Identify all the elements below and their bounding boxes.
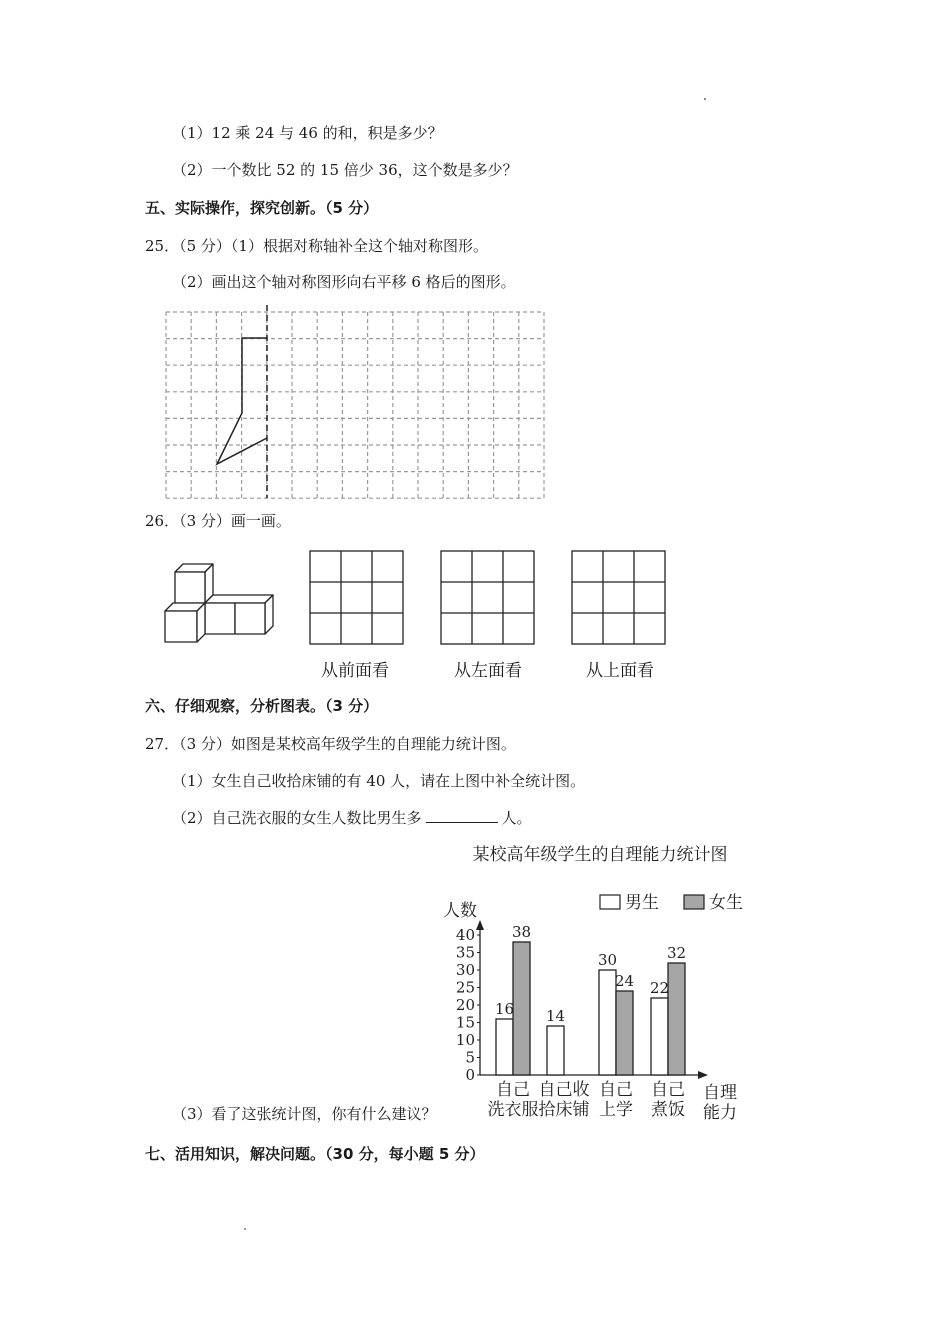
data-label: 24 (614, 972, 635, 990)
label-top-view: 从上面看 (586, 661, 654, 681)
grid-top-view[interactable] (571, 550, 667, 646)
bar-女生-3 (668, 963, 685, 1075)
y-tick-label: 25 (455, 978, 475, 997)
category-label-line1: 自己 (651, 1080, 685, 1100)
bar-男生-1 (547, 1026, 564, 1075)
category-label-line2: 上学 (599, 1100, 633, 1120)
y-tick-label: 20 (455, 996, 475, 1014)
q27-sub2-pre: （2）自己洗衣服的女生人数比男生多 (172, 809, 422, 827)
page-dot-bottom (244, 1228, 246, 1230)
legend-swatch-1 (684, 895, 704, 909)
section7-title: 七、活用知识，解决问题。（30 分，每小题 5 分） (145, 1145, 485, 1163)
label-front-view: 从前面看 (321, 661, 389, 681)
bar-男生-3 (651, 998, 668, 1075)
category-label-line2: 煮饭 (651, 1100, 685, 1120)
q24-sub1: （1）12 乘 24 与 46 的和，积是多少？ (172, 124, 443, 142)
q27-sub3: （3）看了这张统计图，你有什么建议？ (172, 1105, 437, 1123)
y-axis-arrow (476, 920, 484, 930)
y-tick-label: 5 (465, 1048, 475, 1067)
y-tick-label: 30 (455, 961, 475, 979)
q24-sub2: （2）一个数比 52 的 15 倍少 36，这个数是多少？ (172, 161, 518, 179)
x-axis-label-line1: 自理 (703, 1083, 737, 1103)
data-label: 14 (545, 1007, 566, 1025)
bar-chart (430, 838, 770, 1128)
q25-line2: （2）画出这个轴对称图形向右平移 6 格后的图形。 (172, 273, 516, 291)
category-label-line1: 自己收 (538, 1080, 590, 1100)
q27-sub1: （1）女生自己收拾床铺的有 40 人，请在上图中补全统计图。 (172, 772, 586, 790)
label-left-view: 从左面看 (454, 661, 522, 681)
y-tick-label: 40 (455, 926, 475, 944)
data-label: 30 (597, 951, 618, 969)
bar-男生-0 (496, 1019, 513, 1075)
category-label-line1: 自己 (496, 1080, 530, 1100)
page-dot (704, 98, 706, 100)
x-axis-arrow (698, 1071, 708, 1079)
category-label-line2: 洗衣服 (487, 1100, 539, 1120)
cube-figure (160, 560, 285, 645)
symmetry-grid (160, 305, 555, 500)
y-tick-label: 15 (455, 1013, 475, 1032)
data-label: 22 (649, 979, 670, 997)
data-label: 38 (511, 923, 532, 941)
y-axis-label: 人数 (443, 901, 477, 921)
q27-line1: 27．（3 分）如图是某校高年级学生的自理能力统计图。 (145, 735, 516, 753)
category-label-line2: 拾床铺 (538, 1100, 590, 1120)
bar-女生-2 (616, 991, 633, 1075)
section6-title: 六、仔细观察，分析图表。（3 分） (145, 697, 379, 715)
grid-front-view[interactable] (309, 550, 405, 646)
q25-line1: 25．（5 分）（1）根据对称轴补全这个轴对称图形。 (145, 237, 488, 255)
bar-女生-0 (513, 942, 530, 1075)
answer-blank[interactable] (426, 808, 498, 823)
legend-label-1: 女生 (709, 893, 743, 913)
y-tick-label: 35 (455, 943, 475, 962)
category-label-line1: 自己 (599, 1080, 633, 1100)
grid-left-view[interactable] (440, 550, 536, 646)
data-label: 16 (494, 1000, 515, 1018)
x-axis-label-line2: 能力 (703, 1103, 737, 1123)
data-label: 32 (666, 944, 687, 962)
bar-男生-2 (599, 970, 616, 1075)
y-tick-label: 10 (455, 1031, 475, 1049)
q27-sub2 (172, 808, 532, 828)
section5-title: 五、实际操作，探究创新。（5 分） (145, 199, 379, 217)
legend-label-0: 男生 (625, 893, 659, 913)
q26-line1: 26．（3 分）画一画。 (145, 512, 291, 530)
legend-swatch-0 (600, 895, 620, 909)
q27-sub2-post: 人。 (501, 809, 532, 827)
chart-title: 某校高年级学生的自理能力统计图 (472, 845, 728, 865)
y-tick-label: 0 (465, 1066, 475, 1084)
